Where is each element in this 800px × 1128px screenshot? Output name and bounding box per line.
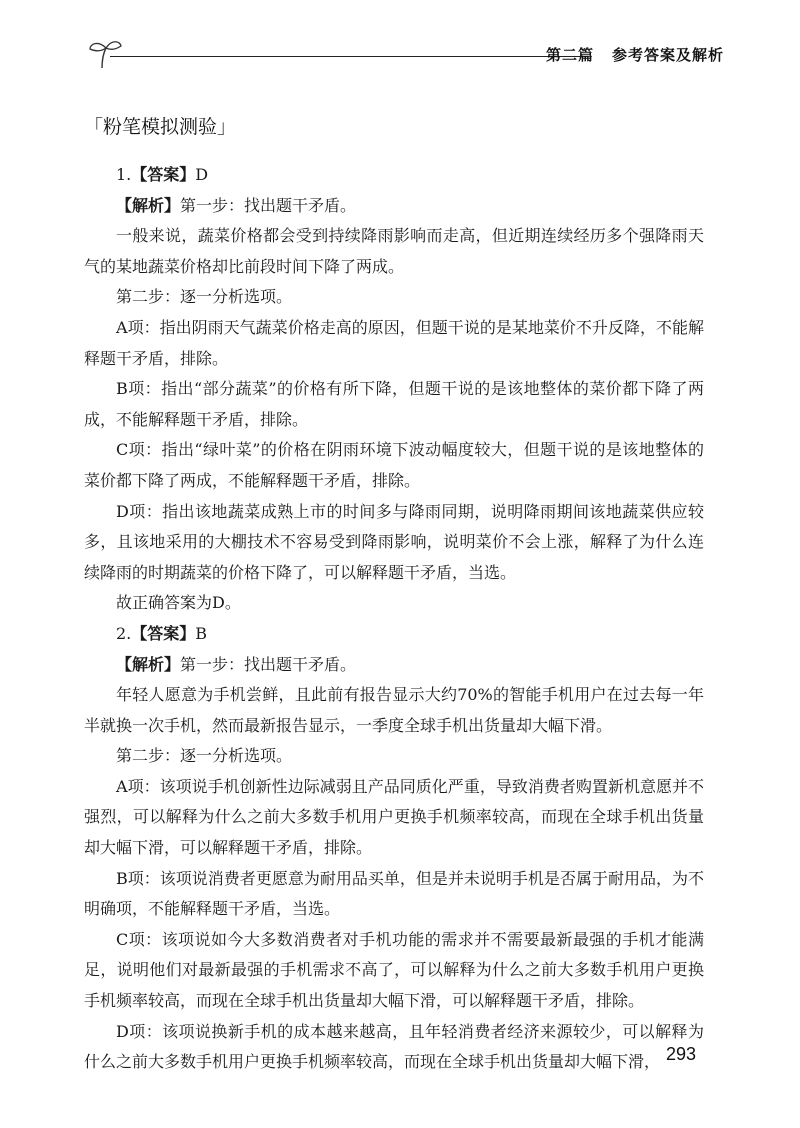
question-2-answer: 2.【答案】B — [116, 623, 208, 643]
analysis-label: 【解析】 — [116, 195, 181, 215]
question-1-answer: 1.【答案】D — [116, 165, 209, 184]
option-c: C项：指出“绿叶菜”的价格在阴雨环境下波动幅度较大，但题干说的是该地整体的菜价都下降了两成，不能解释题干矛盾，排除。 — [84, 440, 704, 490]
answer-content — [84, 160, 704, 1078]
answer-value: B — [195, 623, 208, 643]
option-a: A项：该项说手机创新性边际减弱且产品同质化严重，导致消费者购置新机意愿并不强烈，可以解释为什么之前大多数手机用户更换手机频率较高，而现在全球手机出货量却大幅下滑，可以解释题干矛盾，排除。 — [84, 776, 704, 858]
analysis-label: 【解析】 — [116, 654, 181, 674]
header-rule — [110, 56, 588, 57]
option-d: D项：该项说换新手机的成本越来越高，且年轻消费者经济来源较少，可以解释为什么之前大多数手机用户更换手机频率较高，而现在全球手机出货量却大幅下滑， — [84, 1021, 704, 1072]
running-header — [84, 30, 724, 70]
answer-value: D — [195, 165, 209, 184]
answer-label: 【答案】 — [131, 623, 196, 643]
part-title: 参考答案及解析 — [611, 46, 724, 64]
option-d: D项：指出该地蔬菜成熟上市的时间多与降雨同期，说明降雨期间该地蔬菜供应较多，且该地采用的大棚技术不容易受到降雨影响，说明菜价不会上涨，解释了为什么连续降雨的时期蔬菜的价格下降了，可以解释题干矛盾，当选。 — [84, 501, 704, 582]
option-c: C项：该项说如今大多数消费者对手机功能的需求并不需要最新最强的手机才能满足，说明他们对最新最强的手机需求不高了，可以解释为什么之前大多数手机用户更换手机频率较高，而现在全球手机出货量却大幅下滑，可以解释题干矛盾，排除。 — [84, 929, 704, 1011]
paragraph: 年轻人愿意为手机尝鲜，且此前有报告显示大约70%的智能手机用户在过去每一年半就换一次手机，然而最新报告显示，一季度全球手机出货量却大幅下滑。 — [84, 685, 704, 735]
paragraph: 第二步：逐一分析选项。 — [116, 746, 293, 766]
paragraph: 第二步：逐一分析选项。 — [116, 287, 293, 307]
question-2-analysis: 【解析】第一步：找出题干矛盾。 — [116, 654, 357, 674]
paragraph: 一般来说，蔬菜价格都会受到持续降雨影响而走高，但近期连续经历多个强降雨天气的某地蔬菜价格却比前段时间下降了两成。 — [84, 226, 704, 276]
page-number: 293 — [665, 1044, 696, 1064]
part-label: 第二篇 — [545, 46, 594, 64]
answer-label: 【答案】 — [131, 165, 196, 184]
option-b: B项：该项说消费者更愿意为耐用品买单，但是并未说明手机是否属于耐用品，为不明确项，不能解释题干矛盾，当选。 — [84, 868, 704, 919]
option-a: A项：指出阴雨天气蔬菜价格走高的原因，但题干说的是某地菜价不升反降，不能解释题干矛盾，排除。 — [84, 317, 704, 368]
conclusion: 故正确答案为D。 — [116, 593, 241, 613]
option-b: B项：指出“部分蔬菜”的价格有所下降，但题干说的是该地整体的菜价都下降了两成，不能解释题干矛盾，排除。 — [84, 379, 704, 429]
section-title: 「粉笔模拟测验」 — [84, 116, 237, 138]
running-head — [546, 44, 724, 65]
question-1-analysis: 【解析】第一步：找出题干矛盾。 — [116, 195, 357, 215]
sprout-icon — [84, 36, 124, 70]
